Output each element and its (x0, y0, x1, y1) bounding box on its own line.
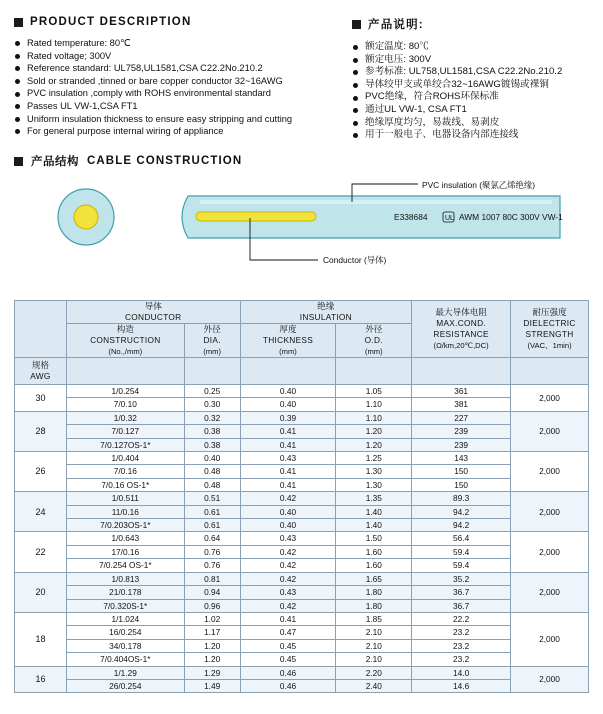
list-item: Uniform insulation thickness to ensure easy stripping and cutting (14, 113, 344, 126)
cell-od: 1.40 (336, 519, 412, 532)
list-item: 导体绞甲支或单绞合32~16AWG镀锡或裸铜 (352, 79, 592, 92)
cable-construction-title-en: CABLE CONSTRUCTION (87, 155, 243, 167)
th-dia-unit: (mm) (203, 347, 221, 356)
cell-od: 1.20 (336, 425, 412, 438)
th-dia-cn: 外径 (203, 324, 221, 334)
label-pvc-insulation: PVC insulation (聚氯乙烯绝缘) (422, 180, 536, 190)
th-awgrow-construction (66, 358, 184, 385)
cell-dia: 0.25 (184, 385, 240, 398)
th-construction-unit: (No.,/mm) (108, 347, 143, 356)
cell-resistance: 23.2 (412, 626, 511, 639)
table-row (15, 653, 589, 666)
cell-od: 1.35 (336, 492, 412, 505)
cell-thickness: 0.43 (240, 452, 336, 465)
cell-construction: 7/0.127OS-1* (66, 438, 184, 451)
list-item: PVC insulation ,comply with ROHS environmental standard (14, 87, 344, 100)
cell-od: 1.65 (336, 572, 412, 585)
cell-thickness: 0.43 (240, 532, 336, 545)
cell-od: 1.10 (336, 398, 412, 411)
cell-construction: 21/0.178 (66, 586, 184, 599)
cell-resistance: 361 (412, 385, 511, 398)
table-row (15, 452, 589, 465)
cell-thickness: 0.41 (240, 438, 336, 451)
th-awgrow-od (336, 358, 412, 385)
cell-od: 1.30 (336, 478, 412, 491)
th-insulation-cn: 绝缘 (317, 301, 335, 311)
cell-dia: 0.40 (184, 452, 240, 465)
cell-resistance: 14.6 (412, 679, 511, 692)
cell-dielectric: 2,000 (511, 532, 589, 572)
cell-construction: 16/0.254 (66, 626, 184, 639)
table-row (15, 478, 589, 491)
cell-thickness: 0.42 (240, 492, 336, 505)
cell-resistance: 59.4 (412, 545, 511, 558)
cell-thickness: 0.45 (240, 653, 336, 666)
list-item: Passes UL VW-1,CSA FT1 (14, 100, 344, 113)
cable-construction-title-cn: 产品结构 (31, 156, 79, 168)
cell-dia: 0.96 (184, 599, 240, 612)
cell-resistance: 150 (412, 465, 511, 478)
cell-awg: 20 (15, 572, 67, 612)
cell-resistance: 94.2 (412, 519, 511, 532)
list-item: 额定电压: 300V (352, 54, 592, 67)
table-row (15, 398, 589, 411)
th-resistance (412, 301, 511, 358)
cell-dia: 1.17 (184, 626, 240, 639)
th-insulation-en: INSULATION (299, 312, 352, 322)
cell-thickness: 0.47 (240, 626, 336, 639)
cell-od: 1.60 (336, 559, 412, 572)
cell-od: 1.25 (336, 452, 412, 465)
cell-construction: 1/0.813 (66, 572, 184, 585)
table-header-row-group (15, 301, 589, 324)
square-bullet-icon (352, 20, 361, 29)
th-awgrow-dia (184, 358, 240, 385)
cell-dia: 0.48 (184, 478, 240, 491)
table-row (15, 532, 589, 545)
table-row (15, 572, 589, 585)
cell-resistance: 36.7 (412, 586, 511, 599)
cell-thickness: 0.46 (240, 666, 336, 679)
cell-od: 2.10 (336, 639, 412, 652)
cell-resistance: 36.7 (412, 599, 511, 612)
cell-thickness: 0.41 (240, 465, 336, 478)
cell-awg: 22 (15, 532, 67, 572)
list-item: Reference standard: UL758,UL1581,CSA C22.2No.210.2 (14, 62, 344, 75)
cell-dia: 0.61 (184, 505, 240, 518)
th-thickness (240, 324, 336, 358)
cell-dia: 1.20 (184, 653, 240, 666)
list-item: 参考标准: UL758,UL1581,CSA C22.2No.210.2 (352, 66, 592, 79)
table-row (15, 559, 589, 572)
cable-diagram (0, 172, 603, 290)
cell-resistance: 143 (412, 452, 511, 465)
square-bullet-icon (14, 157, 23, 166)
th-dia (184, 324, 240, 358)
cell-resistance: 23.2 (412, 653, 511, 666)
cell-dia: 0.64 (184, 532, 240, 545)
table-row (15, 626, 589, 639)
section-heading-en (14, 16, 344, 28)
th-construction-cn: 构造 (116, 324, 134, 334)
cell-dia: 0.38 (184, 425, 240, 438)
cell-od: 1.30 (336, 465, 412, 478)
th-dielectric-cn: 耐压强度 (532, 307, 567, 317)
table-row (15, 639, 589, 652)
cable-print-text: E338684 (394, 212, 428, 222)
list-item: 通过UL VW-1, CSA FT1 (352, 104, 592, 117)
cell-awg: 28 (15, 411, 67, 451)
description-list-cn (352, 41, 592, 142)
th-conductor-cn: 导体 (144, 301, 162, 311)
table-row (15, 586, 589, 599)
table-row (15, 679, 589, 692)
cell-od: 2.10 (336, 626, 412, 639)
th-dielectric-unit: (VAC、1min) (527, 341, 572, 350)
th-awgrow-dielectric (511, 358, 589, 385)
table-row (15, 385, 589, 398)
th-od-unit: (mm) (364, 347, 383, 356)
cell-dia: 0.61 (184, 519, 240, 532)
cell-od: 1.05 (336, 385, 412, 398)
ul-mark-label: UL (445, 215, 454, 222)
table-row (15, 505, 589, 518)
cable-construction-heading (14, 153, 242, 169)
cell-resistance: 35.2 (412, 572, 511, 585)
cell-construction: 7/0.203OS-1* (66, 519, 184, 532)
cell-thickness: 0.42 (240, 572, 336, 585)
cell-thickness: 0.41 (240, 478, 336, 491)
th-awgrow-thickness (240, 358, 336, 385)
table-row (15, 545, 589, 558)
cell-od: 2.20 (336, 666, 412, 679)
cell-od: 1.50 (336, 532, 412, 545)
cell-resistance: 381 (412, 398, 511, 411)
cell-thickness: 0.42 (240, 559, 336, 572)
cell-construction: 17/0.16 (66, 545, 184, 558)
cell-od: 1.10 (336, 411, 412, 424)
cell-dia: 0.76 (184, 545, 240, 558)
section-title-cn: 产品说明: (368, 19, 424, 31)
cell-resistance: 23.2 (412, 639, 511, 652)
cell-construction: 26/0.254 (66, 679, 184, 692)
cell-thickness: 0.43 (240, 586, 336, 599)
product-description-en (14, 16, 344, 138)
cell-construction: 1/0.404 (66, 452, 184, 465)
square-bullet-icon (14, 18, 23, 27)
th-construction (66, 324, 184, 358)
cell-resistance: 56.4 (412, 532, 511, 545)
cell-construction: 7/0.404OS-1* (66, 653, 184, 666)
cell-od: 1.60 (336, 545, 412, 558)
cell-od: 1.20 (336, 438, 412, 451)
cell-construction: 1/1.29 (66, 666, 184, 679)
table-row (15, 492, 589, 505)
th-thickness-en: THICKNESS (262, 335, 314, 345)
cell-od: 1.80 (336, 599, 412, 612)
th-group-conductor (66, 301, 240, 324)
cell-construction: 34/0.178 (66, 639, 184, 652)
th-dia-en: DIA. (203, 335, 221, 345)
cell-resistance: 22.2 (412, 612, 511, 625)
cable-highlight (200, 200, 552, 204)
cell-construction: 11/0.16 (66, 505, 184, 518)
list-item: Rated temperature: 80℃ (14, 37, 344, 50)
list-item: Sold or stranded ,tinned or bare copper conductor 32~16AWG (14, 75, 344, 88)
cell-resistance: 14.0 (412, 666, 511, 679)
cell-dielectric: 2,000 (511, 492, 589, 532)
cell-od: 1.80 (336, 586, 412, 599)
th-dielectric (511, 301, 589, 358)
cell-construction: 1/0.511 (66, 492, 184, 505)
product-description-cn (352, 16, 592, 142)
table-header-row-awg (15, 358, 589, 385)
cell-thickness: 0.41 (240, 612, 336, 625)
cable-rating-text: AWM 1007 80C 300V VW-1 (459, 212, 563, 222)
section-title-en: PRODUCT DESCRIPTION (30, 16, 192, 28)
table-row (15, 425, 589, 438)
th-dielectric-en2: STRENGTH (525, 329, 574, 339)
description-list-en (14, 37, 344, 138)
th-resistance-cn: 最大导体电阻 (435, 307, 487, 317)
cell-thickness: 0.40 (240, 505, 336, 518)
th-od-en: O.D. (364, 335, 383, 345)
cell-resistance: 239 (412, 425, 511, 438)
cell-resistance: 59.4 (412, 559, 511, 572)
list-item: PVC绝缘，符合ROHS环保标准 (352, 91, 592, 104)
cell-resistance: 227 (412, 411, 511, 424)
conductor-cross-section (74, 205, 98, 229)
cell-awg: 16 (15, 666, 67, 693)
cell-thickness: 0.40 (240, 519, 336, 532)
cell-resistance: 239 (412, 438, 511, 451)
cell-construction: 1/0.32 (66, 411, 184, 424)
cell-construction: 1/1.024 (66, 612, 184, 625)
cell-thickness: 0.41 (240, 425, 336, 438)
th-resistance-en1: MAX.COND. (436, 318, 486, 328)
cell-thickness: 0.46 (240, 679, 336, 692)
section-heading-cn (352, 16, 592, 32)
table-row (15, 465, 589, 478)
cell-dia: 0.32 (184, 411, 240, 424)
th-spacer (15, 301, 67, 358)
cell-dia: 1.49 (184, 679, 240, 692)
cell-resistance: 94.2 (412, 505, 511, 518)
list-item: 绝缘厚度均匀，易裁线、易剥皮 (352, 117, 592, 130)
cell-od: 2.40 (336, 679, 412, 692)
th-awg-cn: 规格 (31, 360, 50, 370)
th-awgrow-resistance (412, 358, 511, 385)
label-conductor: Conductor (导体) (323, 255, 387, 265)
th-construction-en: CONSTRUCTION (90, 335, 161, 345)
cell-dia: 0.48 (184, 465, 240, 478)
th-od (336, 324, 412, 358)
th-conductor-en: CONDUCTOR (124, 312, 182, 322)
cell-construction: 7/0.16 (66, 465, 184, 478)
cell-thickness: 0.39 (240, 411, 336, 424)
cell-construction: 7/0.127 (66, 425, 184, 438)
cell-dia: 0.30 (184, 398, 240, 411)
table-row (15, 599, 589, 612)
cell-dia: 1.20 (184, 639, 240, 652)
cell-awg: 18 (15, 612, 67, 666)
cell-awg: 26 (15, 452, 67, 492)
specification-table (14, 300, 589, 693)
cell-dia: 0.38 (184, 438, 240, 451)
th-awg (15, 358, 67, 385)
cell-construction: 1/0.643 (66, 532, 184, 545)
cell-thickness: 0.42 (240, 545, 336, 558)
cell-od: 1.85 (336, 612, 412, 625)
cell-od: 1.40 (336, 505, 412, 518)
cell-awg: 24 (15, 492, 67, 532)
cell-dia: 0.94 (184, 586, 240, 599)
cell-construction: 1/0.254 (66, 385, 184, 398)
th-group-insulation (240, 301, 412, 324)
list-item: 额定温度: 80℃ (352, 41, 592, 54)
cell-dia: 0.76 (184, 559, 240, 572)
cell-dielectric: 2,000 (511, 572, 589, 612)
table-row (15, 612, 589, 625)
cell-dielectric: 2,000 (511, 385, 589, 412)
cell-construction: 7/0.254 OS-1* (66, 559, 184, 572)
th-resistance-en2: RESISTANCE (433, 329, 489, 339)
conductor-strand (196, 212, 316, 221)
cell-construction: 7/0.10 (66, 398, 184, 411)
cell-dia: 0.51 (184, 492, 240, 505)
table-row (15, 519, 589, 532)
cell-dia: 0.81 (184, 572, 240, 585)
cell-resistance: 150 (412, 478, 511, 491)
th-dielectric-en1: DIELECTRIC (523, 318, 576, 328)
th-resistance-unit: (Ω/km,20℃,DC) (433, 341, 489, 350)
cell-thickness: 0.42 (240, 599, 336, 612)
th-od-cn: 外径 (365, 324, 383, 334)
cell-resistance: 89.3 (412, 492, 511, 505)
th-thickness-unit: (mm) (279, 347, 297, 356)
list-item: Rated voltage; 300V (14, 50, 344, 63)
cell-dielectric: 2,000 (511, 666, 589, 693)
table-row (15, 438, 589, 451)
th-awg-en: AWG (30, 371, 51, 381)
cell-od: 2.10 (336, 653, 412, 666)
cell-dia: 1.02 (184, 612, 240, 625)
cell-dia: 1.29 (184, 666, 240, 679)
cell-construction: 7/0.320S-1* (66, 599, 184, 612)
specification-table-body (15, 385, 589, 693)
cell-construction: 7/0.16 OS-1* (66, 478, 184, 491)
cell-awg: 30 (15, 385, 67, 412)
list-item: For general purpose internal wiring of appliance (14, 125, 344, 138)
table-row (15, 411, 589, 424)
cell-dielectric: 2,000 (511, 452, 589, 492)
cell-thickness: 0.40 (240, 398, 336, 411)
table-row (15, 666, 589, 679)
list-item: 用于一般电子、电器设备内部连接线 (352, 129, 592, 142)
cell-dielectric: 2,000 (511, 411, 589, 451)
cell-thickness: 0.45 (240, 639, 336, 652)
cell-dielectric: 2,000 (511, 612, 589, 666)
cell-thickness: 0.40 (240, 385, 336, 398)
th-thickness-cn: 厚度 (279, 324, 297, 334)
